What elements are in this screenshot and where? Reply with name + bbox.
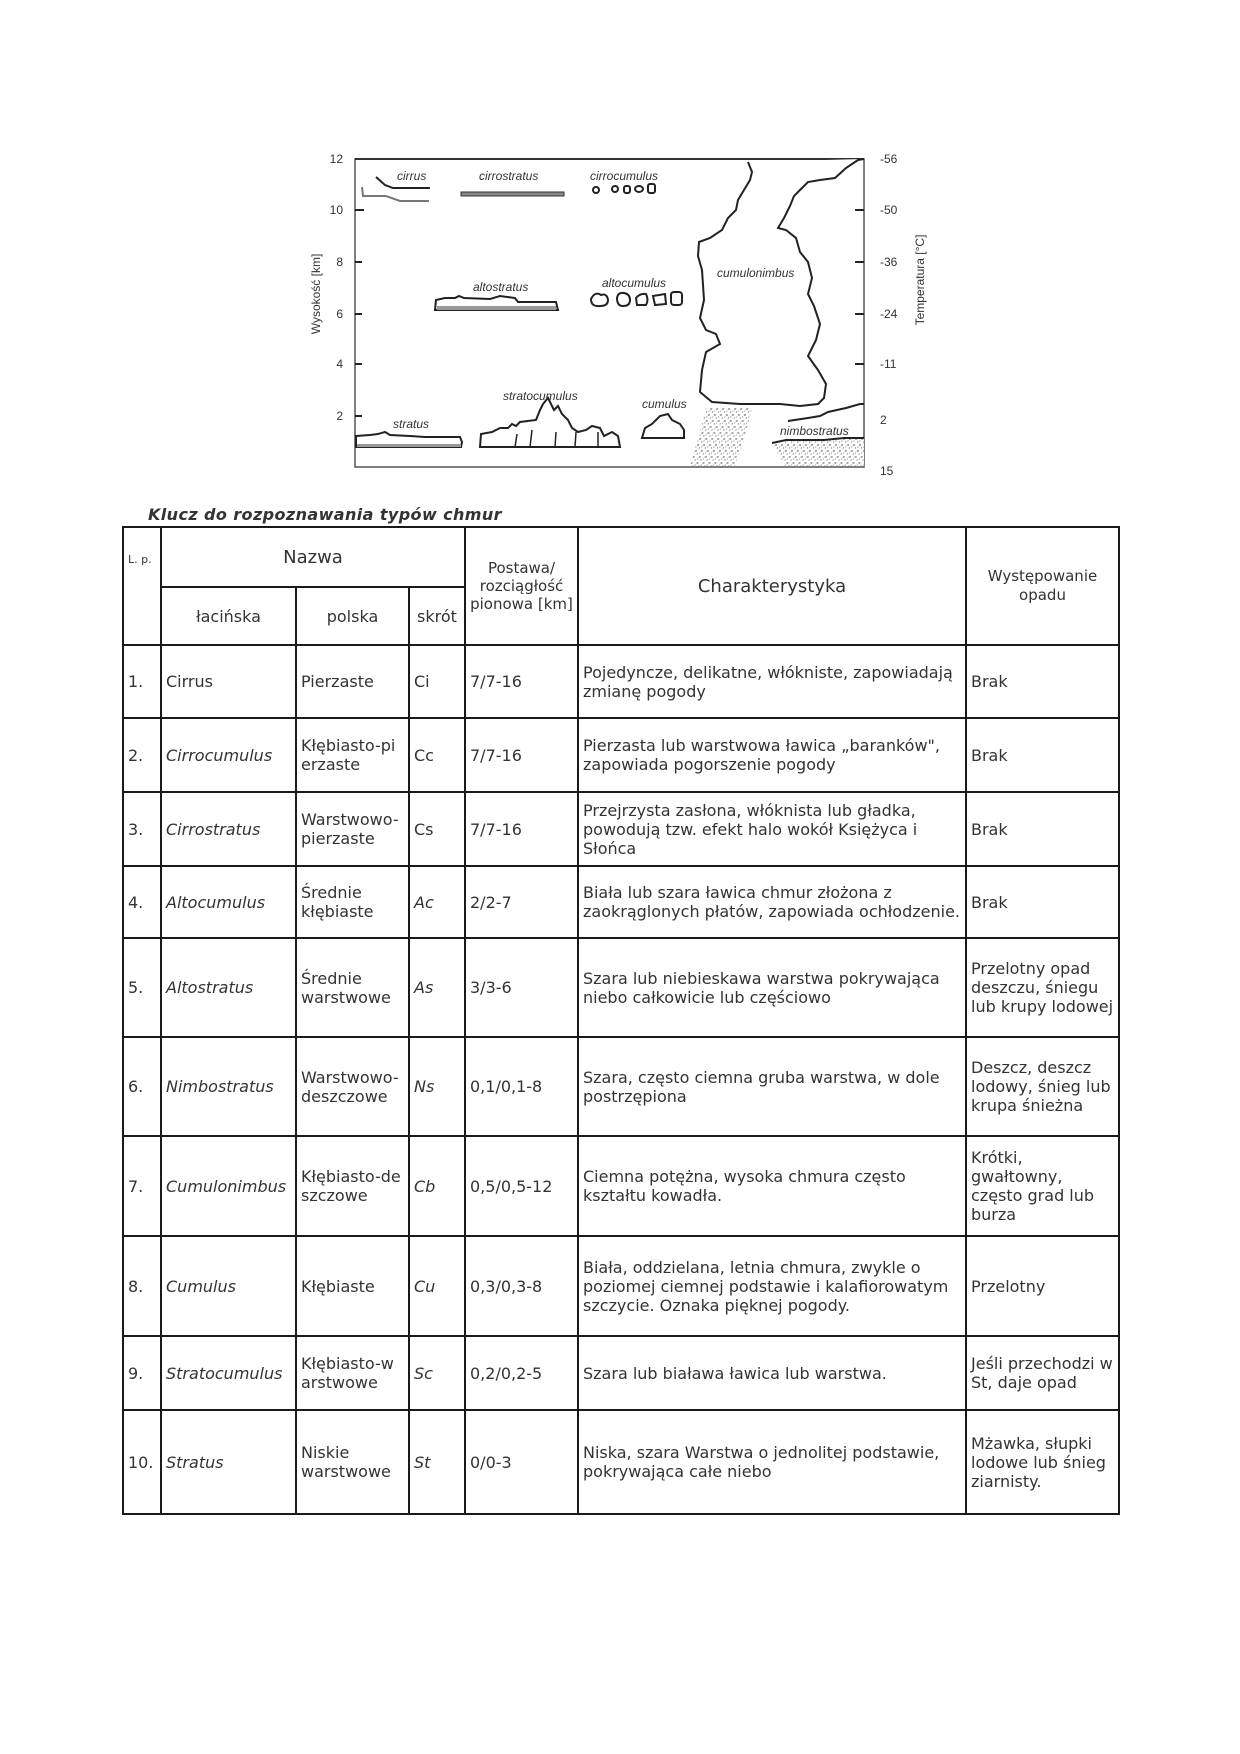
header-nazwa: Nazwa [161, 527, 465, 587]
table-row [123, 1410, 1119, 1514]
cell-extent: 7/7-16 [465, 792, 578, 866]
cell-desc: Pojedyncze, delikatne, włókniste, zapowiadają zmianę pogody [578, 645, 966, 718]
rain-hatch [690, 408, 752, 466]
cell-abbr: Cs [409, 792, 465, 866]
label-cumulonimbus: cumulonimbus [717, 266, 795, 280]
cell-desc: Przejrzysta zasłona, włóknista lub gładka, powodują tzw. efekt halo wokół Księżyca i Słońca [578, 792, 966, 866]
cell-precip: Krótki, gwałtowny, często grad lub burza [966, 1136, 1119, 1236]
cell-abbr: Cb [409, 1136, 465, 1236]
y-tick-8: 8 [336, 255, 343, 269]
cell-latin: Cumulonimbus [161, 1136, 296, 1236]
cumulonimbus-shape [698, 159, 864, 406]
cell-lp: 4. [123, 866, 161, 938]
cell-polish: Kłębiaste [296, 1236, 409, 1336]
y2-tick-m50: -50 [880, 203, 898, 217]
cell-desc: Szara lub niebieskawa warstwa pokrywająca niebo całkowicie lub częściowo [578, 938, 966, 1037]
header-skrot: skrót [409, 587, 465, 645]
stratus-shape [356, 432, 462, 447]
cloud-types-diagram [290, 140, 950, 490]
cell-desc: Pierzasta lub warstwowa ławica „baranków", zapowiada pogorszenie pogody [578, 718, 966, 792]
label-stratus: stratus [393, 417, 430, 431]
cell-polish: Warstwowo-pierzaste [296, 792, 409, 866]
y-tick-6: 6 [336, 307, 343, 321]
cell-precip: Jeśli przechodzi w St, daje opad [966, 1336, 1119, 1410]
cell-lp: 8. [123, 1236, 161, 1336]
cell-precip: Mżawka, słupki lodowe lub śnieg ziarnisty. [966, 1410, 1119, 1514]
y2-axis-label: Temperatura [°C] [913, 234, 927, 326]
cell-extent: 3/3-6 [465, 938, 578, 1037]
header-postawa: Postawa/ rozciągłość pionowa [km] [465, 527, 578, 645]
table-row [123, 1037, 1119, 1136]
cell-polish: Kłębiasto-w arstwowe [296, 1336, 409, 1410]
cell-polish: Kłębiasto-de szczowe [296, 1136, 409, 1236]
label-altostratus: altostratus [473, 280, 529, 294]
cell-abbr: Ns [409, 1037, 465, 1136]
label-stratocumulus: stratocumulus [503, 389, 578, 403]
cell-lp: 6. [123, 1037, 161, 1136]
cell-precip: Przelotny opad deszczu, śniegu lub krupy lodowej [966, 938, 1119, 1037]
cell-lp: 5. [123, 938, 161, 1037]
cell-latin: Nimbostratus [161, 1037, 296, 1136]
table-row [123, 645, 1119, 718]
cell-polish: Warstwowo-deszczowe [296, 1037, 409, 1136]
table-row [123, 1236, 1119, 1336]
cumulus-shape [642, 414, 684, 438]
left-axis [355, 210, 364, 416]
cell-desc: Biała lub szara ławica chmur złożona z zaokrąglonych płatów, zapowiada ochłodzenie. [578, 866, 966, 938]
cell-precip: Brak [966, 645, 1119, 718]
cell-extent: 0,3/0,3-8 [465, 1236, 578, 1336]
y2-tick-m56: -56 [880, 152, 898, 166]
cell-abbr: St [409, 1410, 465, 1514]
cell-abbr: As [409, 938, 465, 1037]
cell-lp: 3. [123, 792, 161, 866]
cell-precip: Deszcz, deszcz lodowy, śnieg lub krupa śnieżna [966, 1037, 1119, 1136]
cell-extent: 0,2/0,2-5 [465, 1336, 578, 1410]
cell-polish: Niskie warstwowe [296, 1410, 409, 1514]
cell-precip: Przelotny [966, 1236, 1119, 1336]
cell-extent: 7/7-16 [465, 718, 578, 792]
header-lacinska: łacińska [161, 587, 296, 645]
table-row [123, 1336, 1119, 1410]
cell-latin: Altostratus [161, 938, 296, 1037]
label-cirrostratus: cirrostratus [479, 169, 539, 183]
label-altocumulus: altocumulus [602, 276, 667, 290]
label-nimbostratus: nimbostratus [780, 424, 849, 438]
cell-lp: 9. [123, 1336, 161, 1410]
y2-tick-2: 2 [880, 413, 887, 427]
header-charakterystyka: Charakterystyka [578, 527, 966, 645]
label-cumulus: cumulus [642, 397, 687, 411]
y2-tick-15: 15 [880, 464, 894, 478]
y-tick-10: 10 [329, 203, 343, 217]
cell-desc: Szara, często ciemna gruba warstwa, w dole postrzępiona [578, 1037, 966, 1136]
cell-polish: Pierzaste [296, 645, 409, 718]
cell-lp: 7. [123, 1136, 161, 1236]
cell-abbr: Sc [409, 1336, 465, 1410]
cell-precip: Brak [966, 792, 1119, 866]
y-tick-12: 12 [329, 152, 343, 166]
table-row [123, 938, 1119, 1037]
cell-latin: Cirrostratus [161, 792, 296, 866]
table-row [123, 792, 1119, 866]
cloud-key-table [122, 526, 1120, 1515]
cell-abbr: Ci [409, 645, 465, 718]
cell-precip: Brak [966, 866, 1119, 938]
y-axis-label: Wysokość [km] [309, 253, 323, 335]
cell-latin: Cirrus [161, 645, 296, 718]
label-cirrus: cirrus [397, 169, 427, 183]
altocumulus-shape [591, 292, 682, 306]
cell-latin: Stratus [161, 1410, 296, 1514]
cell-abbr: Cu [409, 1236, 465, 1336]
header-lp: L. p. [123, 527, 161, 645]
cell-abbr: Cc [409, 718, 465, 792]
cell-polish: Średnie warstwowe [296, 938, 409, 1037]
header-polska: polska [296, 587, 409, 645]
cell-extent: 2/2-7 [465, 866, 578, 938]
y2-tick-m11: -11 [880, 357, 897, 371]
header-opad: Występowanie opadu [966, 527, 1119, 645]
cell-desc: Ciemna potężna, wysoka chmura często kształtu kowadła. [578, 1136, 966, 1236]
cell-latin: Cumulus [161, 1236, 296, 1336]
cell-desc: Niska, szara Warstwa o jednolitej podstawie, pokrywająca całe niebo [578, 1410, 966, 1514]
cell-precip: Brak [966, 718, 1119, 792]
cell-desc: Biała, oddzielana, letnia chmura, zwykle o poziomej ciemnej podstawie i kalafiorowatym szczycie. Oznaka pięknej pogody. [578, 1236, 966, 1336]
cell-latin: Stratocumulus [161, 1336, 296, 1410]
table-title: Klucz do rozpoznawania typów chmur [148, 505, 502, 524]
cell-extent: 7/7-16 [465, 645, 578, 718]
altostratus-shape [435, 296, 558, 310]
right-axis [855, 210, 864, 364]
cell-extent: 0,5/0,5-12 [465, 1136, 578, 1236]
table-row [123, 866, 1119, 938]
cell-extent: 0,1/0,1-8 [465, 1037, 578, 1136]
cell-polish: Kłębiasto-pi erzaste [296, 718, 409, 792]
cell-polish: Średnie kłębiaste [296, 866, 409, 938]
table-row [123, 718, 1119, 792]
cirrostratus-shape [461, 192, 564, 196]
table-row [123, 1136, 1119, 1236]
y-tick-4: 4 [336, 357, 343, 371]
y2-tick-m36: -36 [880, 255, 898, 269]
cell-extent: 0/0-3 [465, 1410, 578, 1514]
cell-lp: 1. [123, 645, 161, 718]
cell-lp: 2. [123, 718, 161, 792]
cell-latin: Cirrocumulus [161, 718, 296, 792]
label-cirrocumulus: cirrocumulus [590, 169, 659, 183]
cell-desc: Szara lub biaława ławica lub warstwa. [578, 1336, 966, 1410]
header-row-1 [123, 527, 1119, 587]
y-tick-2: 2 [336, 409, 343, 423]
cirrocumulus-shape [593, 184, 655, 193]
cell-lp: 10. [123, 1410, 161, 1514]
stratocumulus-shape [480, 398, 620, 447]
cell-abbr: Ac [409, 866, 465, 938]
y2-tick-m24: -24 [880, 307, 898, 321]
cell-latin: Altocumulus [161, 866, 296, 938]
